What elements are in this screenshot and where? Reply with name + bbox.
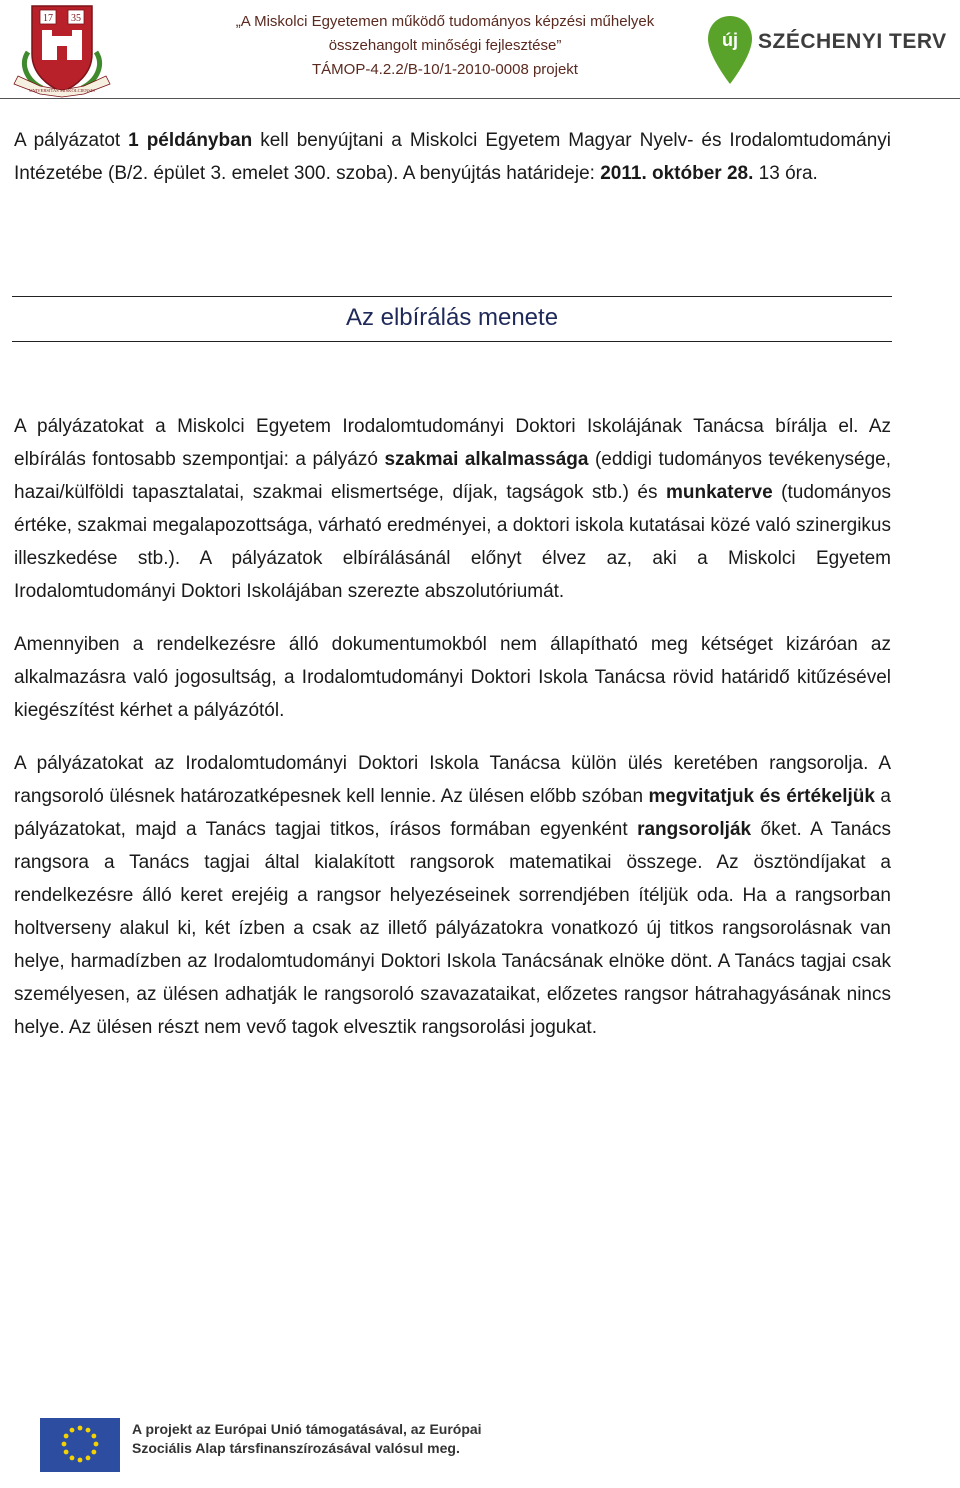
section-header: [12, 296, 892, 342]
paragraph-supplement: Amennyiben a rendelkezésre álló dokumentumokból nem állapítható meg kétséget kizáróan az alkalmazásra való jogosultság, a Irodalomtudományi Doktori Iskola Tanácsa rövid határidő kitűzésével kiegészítést kérhet a pályázótól.: [14, 634, 891, 721]
text-run: A pályázatokat a Miskolci Egyetem Irodalomtudományi Doktori Iskolájának Tanácsa bírálja el. Az elbírálás fontosabb szempontjai: a pályázó: [14, 416, 891, 470]
footer-line: Szociális Alap társfinanszírozásával valósul meg.: [132, 1440, 460, 1456]
bold-run: szakmai alkalmassága: [384, 449, 589, 470]
text-run: 13 óra.: [753, 163, 818, 184]
crest-year-left: 17: [43, 13, 53, 24]
body-section: [14, 410, 891, 1044]
text-run: A pályázatokat az Irodalomtudományi Doktori Iskola Tanácsa külön ülés keretében rangsorolja. A rangsoroló ülésnek határozatképesnek kell lennie. Az ülésen előbb szóban: [14, 753, 891, 807]
page-footer: [40, 1414, 500, 1474]
text-run: a pályázatokat, majd a Tanács tagjai titkos, írásos formában egyenként: [14, 786, 891, 840]
bold-run: rangsorolják: [637, 819, 752, 840]
text-run: (eddigi tudományos tevékenysége, hazai/külföldi tapasztalatai, szakmai elismertsége, díjak, tagságok stb.) és: [14, 449, 892, 503]
paragraph-evaluation: [14, 410, 891, 608]
uj-szechenyi-terv-logo: [706, 14, 947, 86]
szechenyi-badge-text: új: [722, 30, 738, 50]
bold-run: megvitatjuk és értékeljük: [648, 786, 875, 807]
section-title: Az elbírálás menete: [345, 304, 559, 331]
project-title-line: TÁMOP-4.2.2/B-10/1-2010-0008 projekt: [312, 61, 578, 78]
paragraph-ranking: [14, 747, 891, 1044]
project-title: [160, 10, 730, 82]
intro-paragraph: [14, 124, 891, 190]
text-run: kell benyújtani a Miskolci Egyetem Magyar Nyelv- és Irodalomtudományi Intézetébe (B/2. épület 3. emelet 300. szoba). A benyújtás határideje:: [14, 130, 892, 184]
project-title-line: „A Miskolci Egyetemen működő tudományos képzési műhelyek: [235, 13, 655, 30]
bold-run: 2011. október 28.: [600, 163, 754, 184]
eu-flag-icon: [40, 1418, 120, 1472]
bold-run: munkaterve: [666, 482, 773, 503]
text-run: A pályázatot: [14, 130, 129, 151]
project-title-line: összehangolt minőségi fejlesztése”: [328, 37, 562, 54]
page-header: [0, 0, 960, 100]
crest-year-right: 35: [71, 13, 81, 24]
intro-section: [14, 124, 891, 190]
university-crest-logo: [10, 2, 122, 98]
eu-funding-statement: [132, 1420, 482, 1458]
szechenyi-pin-icon: [706, 14, 754, 86]
text-run: őket. A Tanács rangsora a Tanács tagjai által kialakított rangsorok matematikai összege. Az ösztöndíjakat a rendelkezésre álló keret erejéig a rangsor helyezéseinek sorrendjében ítéljük oda. Ha a rangsorban holtverseny alakul ki, két ízben a csak az illető pályázatokra vonatkozó új titkos rangsorolásnak van helye, harmadízben az Irodalomtudományi Doktori Iskola Tanácsának elnöke dönt. A Tanács tagjai csak személyesen, az ülésen adhatják le rangsoroló szavazataikat, előzetes rangsor hátrahagyásának nincs helye. Az ülésen részt nem vevő tagok elvesztik rangsorolási jogukat.: [14, 819, 891, 1038]
footer-line: A projekt az Európai Unió támogatásával, az Európai: [132, 1421, 482, 1437]
szechenyi-logo-text: SZÉCHENYI TERV: [758, 30, 947, 53]
header-divider: [0, 98, 960, 99]
text-run: (tudományos értéke, szakmai megalapozottsága, várható eredményei, a doktori iskola kutatásai közé való szinergikus illeszkedése stb.). A pályázatok elbírálásánál előnyt élvez az, aki a Miskolci Egyetem Irodalomtudományi Doktori Iskolájában szerezte abszolutóriumát.: [14, 482, 892, 602]
bold-run: 1 példányban: [128, 130, 253, 151]
crest-motto: UNIVERSITAS MISKOLCIENSIS: [29, 88, 95, 93]
